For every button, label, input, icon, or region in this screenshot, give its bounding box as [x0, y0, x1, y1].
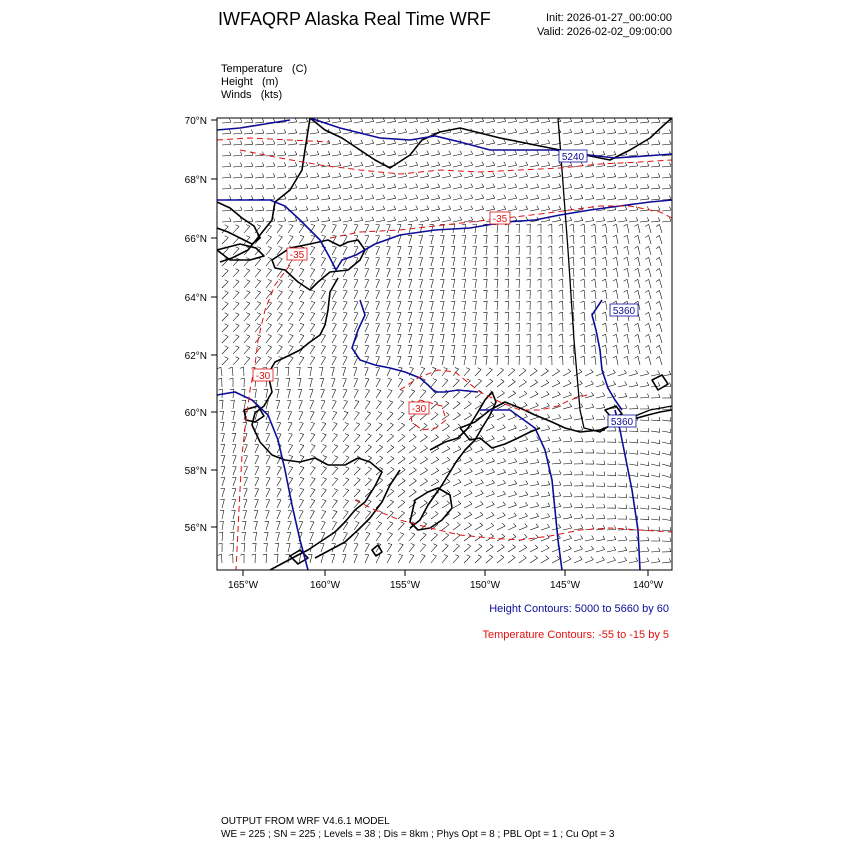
lon-label-155: 155°W [389, 580, 421, 590]
temp-label-a: -35 [492, 214, 508, 225]
lat-label-60: 60°N [184, 408, 207, 419]
field-temperature: Temperature (C) [221, 63, 308, 75]
temp-label-d: -30 [411, 404, 427, 415]
lat-label-62: 62°N [184, 351, 207, 362]
lon-label-165: 165°W [227, 580, 259, 590]
lon-label-160: 160°W [309, 580, 341, 590]
lat-label-58: 58°N [184, 466, 207, 477]
temp-label-c: -30 [255, 371, 271, 382]
longitude-axis [243, 570, 648, 576]
height-label-5360-a: 5360 [612, 306, 636, 317]
lon-label-140: 140°W [632, 580, 664, 590]
lon-label-150: 150°W [469, 580, 501, 590]
height-contours-note: Height Contours: 5000 to 5660 by 60 [489, 603, 669, 615]
latitude-axis [211, 120, 217, 527]
field-winds: Winds (kts) [221, 89, 283, 101]
lat-label-56: 56°N [184, 523, 207, 534]
temperature-contours-note: Temperature Contours: -55 to -15 by 5 [482, 629, 669, 641]
model-config: WE = 225 ; SN = 225 ; Levels = 38 ; Dis = 8km ; Phys Opt = 8 ; PBL Opt = 1 ; Cu Opt = 3 [221, 829, 615, 840]
init-time: Init: 2026-01-27_00:00:00 [546, 12, 672, 24]
height-label-5360-b: 5360 [610, 417, 634, 428]
lat-label-64: 64°N [184, 293, 207, 304]
lat-label-66: 66°N [184, 234, 207, 245]
model-info: OUTPUT FROM WRF V4.6.1 MODEL [221, 816, 390, 827]
field-legend [221, 63, 307, 102]
field-height: Height (m) [221, 76, 279, 88]
valid-time: Valid: 2026-02-02_09:00:00 [537, 26, 672, 38]
lat-label-70: 70°N [184, 116, 207, 127]
temp-label-b: -35 [289, 250, 305, 261]
lon-label-145: 145°W [549, 580, 581, 590]
lat-label-68: 68°N [184, 175, 207, 186]
height-label-5240: 5240 [561, 152, 585, 163]
map-plot [160, 110, 680, 590]
page-title: IWFAQRP Alaska Real Time WRF [218, 9, 491, 29]
